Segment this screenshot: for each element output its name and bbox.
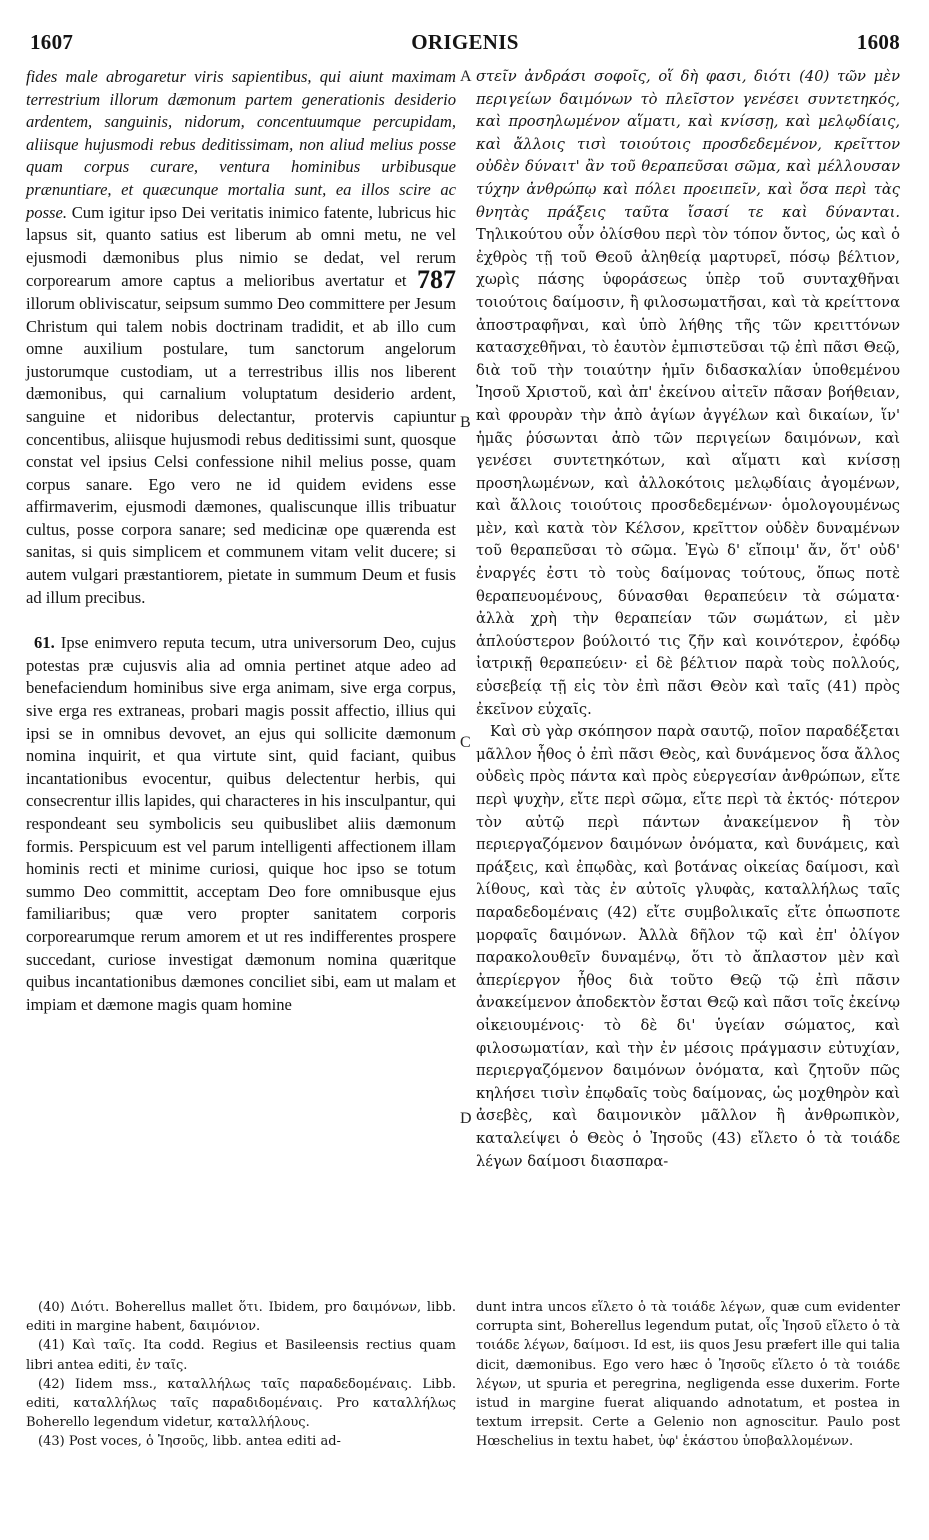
latin-paragraph-60 bbox=[26, 66, 456, 609]
latin-text-a: Cum igitur ipso Dei veritatis inimico fatente, lubricus hic lapsus sit, quanto satius est liberum ab omni metu, ne vel ejusmodi dæmonibus plus nimio se dedat, vel rerum corporearum amore captus a melioribus avertatur et bbox=[26, 202, 456, 291]
margin-letter-a: A bbox=[460, 68, 472, 85]
latin-text-b: illorum obliviscatur, seipsum summo Deo committere per Jesum Christum qui talem nobis doctrinam tradidit, et ab illo cum omne auxilium postulare, tum sanctorum angelorum justorumque custodiam, ut a terrestribus illis nos liberent dæmonibus, qui carnalium voluptatum desiderio ardent, sanguine et nidoribus delectantur, protervis capiuntur concentibus, aliisque hujusmodi rebus deditissimi sunt, quosque constat vel ipsius Celsi confessione nihil melius posse, quam corpus sanare. Ego vero ne id quidem evidens esse affirmaverim, ejusmodi dæmones, qualiscunque illis tribuatur cultus, posse corpora sanare; sed medicinæ ope quærenda est sanitas, si quis simplicem et communem vitam velit ducere; si autem vulgari præstantiorem, pietate in summum Deum et fusis ad illum precibus. bbox=[26, 293, 456, 607]
footnote-41: (41) Καὶ ταῖς. Ita codd. Regius et Basileensis rectius quam libri antea editi, ἐν ταῖς. bbox=[26, 1338, 456, 1373]
margin-letter-d: D bbox=[460, 1110, 472, 1127]
footnote-43: (43) Post voces, ὁ Ἰησοῦς, libb. antea editi ad- bbox=[38, 1434, 341, 1450]
paragraph-number: 61. bbox=[34, 633, 55, 653]
greek-column bbox=[476, 66, 900, 1173]
footnote-43-continued: dunt intra uncos εἵλετο ὁ τὰ τοιάδε λέγων, quæ cum evidenter corrupta sint, Boherellus legendum putat, οἷς Ἰησοῦ εἴλετο ὁ τὰ τοιάδε λέγων, δαίμοσι. Id est, iis quos Jesu præfert ille qui talia dicit, dæmonibus. Ego vero hæc ὁ Ἰησοῦς εἵλετο ὁ τὰ τοιάδε λέγων, ut spuria et peregrina, negligenda esse duxerim. Forte istud in margine fuerat aliquando adnotatum, et postea in textum irrepsit. Certe a Gelenio non agnoscitur. Paulo post Hœschelius in textu habet, ὑφ' ἑκάστου ὑποβαλλομένων. bbox=[476, 1300, 900, 1450]
running-header bbox=[30, 30, 900, 58]
column-number-787: 787 bbox=[417, 265, 456, 295]
footnotes-left bbox=[26, 1298, 456, 1452]
margin-letter-c: C bbox=[460, 734, 471, 751]
page-number-right: 1608 bbox=[856, 30, 900, 54]
greek-paragraph-1 bbox=[476, 66, 900, 721]
footnote-40: (40) Διότι. Boherellus mallet ὅτι. Ibidem, pro δαιμόνων, libb. editi in margine habent, δαιμόνιον. bbox=[26, 1300, 456, 1335]
running-title: ORIGENIS bbox=[411, 30, 519, 54]
latin-column bbox=[26, 66, 456, 1016]
latin-text-c: Ipse enimvero reputa tecum, utra universorum Deo, cujus potestas præ cujusvis alia ad omnia pertinet atque adeo ad benefaciendum hominibus sive erga animam, sive erga corpus, sive erga res extraneas, probari magis possit affectio, illius qui ipsi se in omnibus devovet, an ejus qui sollicite dæmonum nomina inquirit, et qua virtute sint, quid faciant, quibus incantationibus evocentur, quibus delectentur herbis, qui consecrentur illis lapides, qui characteres in his insculpantur, qui respondeant seu symbolicis seu quibuslibet aliis dæmonum formis. Perspicuum est vel parum intelligenti affectionem illam hominis recti et minime curiosi, quique hoc ipso se totum summo Deo committit, acceptam Deo fore omnibusque ejus familiaribus; quæ vero propter sanitatem corporis corporearumque rerum amorem et ut res indifferentes prospere succedant, curiose investigat dæmonum nomina quæritque quibus incantationibus dæmones conciliet sibi, eam ut malam et impiam et dæmone magis quam homine bbox=[26, 633, 457, 1014]
greek-paragraph-2: Καὶ σὺ γὰρ σκόπησον παρὰ σαυτῷ, ποῖον παραδέξεται μᾶλλον ἦθος ὁ ἐπὶ πᾶσι Θεὸς, καὶ δυνάμενος ὅσα ἄλλος οὐδεὶς πρὸς πάντα καὶ πρὸς εὐεργεσίαν ἀνθρώπων, εἴτε περὶ ψυχὴν, εἴτε περὶ σῶμα, εἴτε περὶ τὰ ἐκτός· πότερον τὸν αὐτῷ περὶ πάντων ἀνακείμενον ἢ τὸν περιεργαζόμενον δαιμόνων ὀνόματα, καὶ δυνάμεις, καὶ πράξεις, καὶ ἐπῳδὰς, καὶ βοτάνας οἰκείας δαίμοσι, καὶ λίθους, καὶ τὰς ἐν αὐτοῖς γλυφὰς, καταλλήλως ταῖς παραδεδομέναις (42) εἴτε συμβολικαῖς εἴτε ὁπωσποτε μορφαῖς δαιμόνων. Ἀλλὰ δῆλον τῷ καὶ ἐπ' ὀλίγον παρακολουθεῖν δυναμένῳ, ὅτι τὸ ἄπλαστον μὲν καὶ ἀπερίεργον ἦθος διὰ τοῦτο Θεῷ τῷ ἐπὶ πᾶσιν ἀνακείμενον ἀποδεκτὸν ἔσται Θεῷ καὶ πᾶσι τοῖς ἐκείνῳ οἰκειουμένοις· τὸ δὲ δι' ὑγείαν σώματος, καὶ φιλοσωματίαν, καὶ τὴν ἐν μέσοις πράγμασιν εὐτυχίαν, περιεργαζόμενον δαιμόνων ὀνόματα, καὶ ζητοῦν πῶς κηλήσει τισὶν ἐπῳδαῖς τοὺς δαίμονας, ὡς μοχθηρὸν καὶ ἀσεβὲς, καὶ δαιμονικὸν μᾶλλον ἢ ἀνθρωπικὸν, καταλείψει ὁ Θεὸς ὁ Ἰησοῦς (43) εἴλετο ὁ τὰ τοιάδε λέγων δαίμοσι διασπαρα- bbox=[476, 723, 900, 1170]
footnotes-right bbox=[476, 1298, 900, 1452]
margin-letter-b: B bbox=[460, 414, 471, 431]
greek-quote: στεῖν ἀνδράσι σοφοῖς, οἵ δὴ φασι, διότι (40) τῶν μὲν περιγείων δαιμόνων τὸ πλεῖστον γενέσει συντετηκός, καὶ προσηλωμένον αἵματι, καὶ κνίσσῃ, καὶ μελῳδίαις, καὶ ἄλλοις τισὶ τοιούτοις προσδεδεμένον, κρεῖττον οὐδὲν δύναιτ' ἂν τοῦ θεραπεῦσαι σῶμα, καὶ μέλλουσαν τύχην ἀνθρώπῳ καὶ πόλει προειπεῖν, καὶ ὅσα περὶ τὰς θνητὰς πράξεις ταῦτα ἴσασί τε καὶ δύνανται. bbox=[476, 68, 900, 221]
footnote-42: (42) Iidem mss., καταλλήλως ταῖς παραδεδομέναις. Libb. editi, καταλλήλως ταῖς παραδιδομέναις. Pro καταλλήλως Boherello legendum videtur, καταλλήλους. bbox=[26, 1376, 456, 1431]
latin-quote: fides male abrogaretur viris sapientibus, qui aiunt maximam terrestrium illorum dæmonum partem generationis desiderio ardentem, sanguinis, nidorum, concentuumque percupidam, aliisque hujusmodi rebus deditissimam, non aliud melius posse quam corpus curare, ventura hominibus urbibusque prænuntiare, et quæcunque mortalia sunt, ea illos scire ac posse. bbox=[26, 67, 456, 222]
page-number-left: 1607 bbox=[30, 30, 74, 54]
greek-text-a: Τηλικούτου οὖν ὀλίσθου περὶ τὸν τόπον ὄντος, ὡς καὶ ὁ ἐχθρὸς τῇ τοῦ Θεοῦ ἀληθείᾳ μαρτυρεῖ, πόσῳ βέλτιον, χωρὶς πάσης ὑφοράσεως ὑπὲρ τοῦ συνταχθῆναι τοιούτοις δαίμοσιν, ἢ φιλοσωματῆσαι, καὶ τὰ κρείττονα ἀποστραφῆναι, καὶ ὑπὸ λήθης τῆς τῶν κρειττόνων κατασχεθῆναι, τὸ ἑαυτὸν ἐμπιστεῦσαι τῷ ἐπὶ πᾶσι Θεῷ, διὰ τοῦ τὴν τοιαύτην ἡμῖν διδασκαλίαν ὑποθεμένου Ἰησοῦ Χριστοῦ, καὶ ἀπ' ἐκείνου αἰτεῖν πᾶσαν βοήθειαν, καὶ φρουρὰν τὴν ἀπὸ ἁγίων ἀγγέλων καὶ δικαίων, ἵν' ἡμᾶς ῥύσωνται ἀπὸ τῶν περιγείων δαιμόνων, καὶ γενέσει συντετηκότων, καὶ αἵματι καὶ κνίσσῃ προσηλωμένων, καὶ ἀλλοκότοις μελῳδίαις ἀγομένων, καὶ ἄλλοις τοιούτοις προσδεδεμένων· ὁμολογουμένως μὲν, καὶ κατὰ τὸν Κέλσον, κρεῖττον οὐδὲν δυναμένων τοῦ θεραπεῦσαι τὸ σῶμα. Ἐγὼ δ' εἴποιμ' ἄν, ὅτ' οὐδ' ἐναργές ἐστι τὸ τοὺς δαίμονας τούτους, ὅπως ποτὲ θεραπευομένους, δύνασθαι θεραπεύειν τὰ σώματα· ἀλλὰ χρὴ τὴν θεραπείαν τῶν σωμάτων, εἰ μὲν ἁπλούστερον βούλοιτό τις ζῆν καὶ κοινότερον, ἐφόδῳ ἰατρικῇ θεραπεύειν· εἰ δὲ βέλτιον παρὰ τοὺς πολλούς, εὐσεβείᾳ τῇ εἰς τὸν ἐπὶ πᾶσι Θεὸν καὶ ταῖς (41) πρὸς ἐκεῖνον εὐχαῖς. bbox=[476, 226, 900, 718]
latin-paragraph-61 bbox=[26, 632, 456, 1016]
